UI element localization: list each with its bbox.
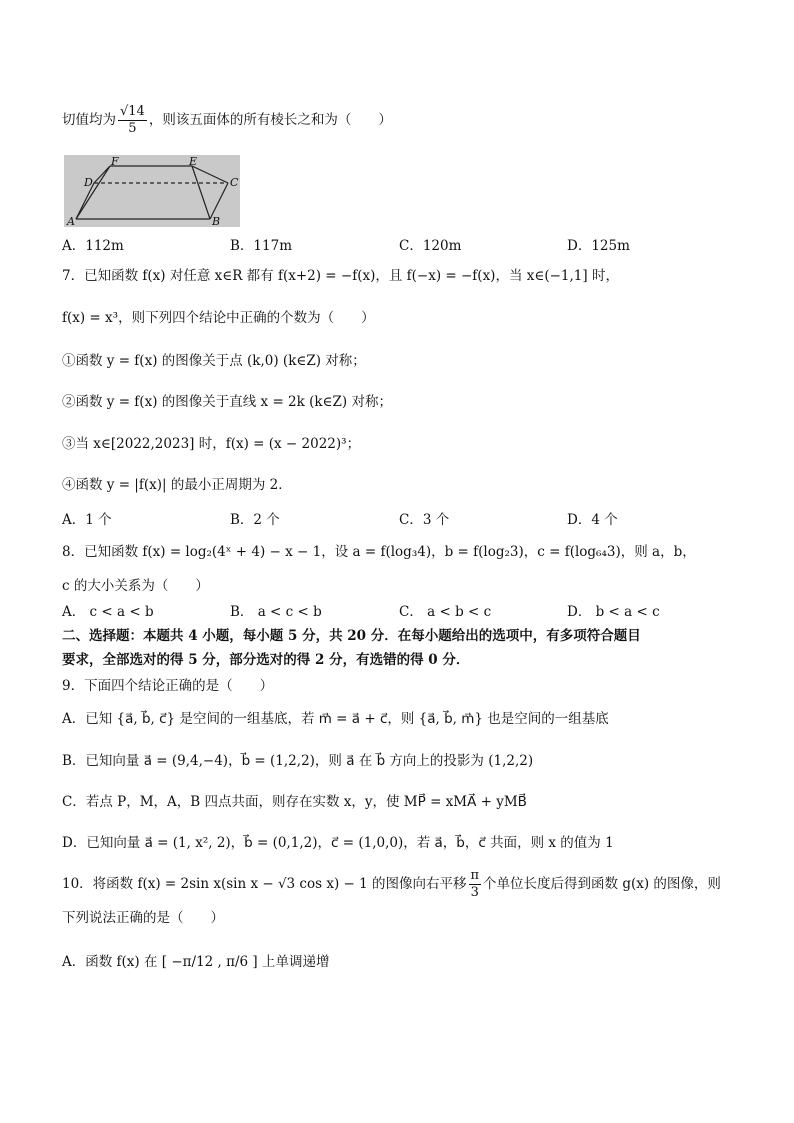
fraction-numerator: √14 xyxy=(120,104,145,119)
option-c[interactable]: C．3 个 xyxy=(399,512,450,528)
question-8-stem-line1: 8．已知函数 f(x) = log₂(4ˣ + 4) − x − 1，设 a = f(log₃4)，b = f(log₂3)，c = f(log₆₄3)，则 a，b， xyxy=(62,544,696,560)
label-f: F xyxy=(111,155,119,168)
option-c[interactable]: C． a < b < c xyxy=(399,604,492,620)
question-7-item-1: ①函数 y = f(x) 的图像关于点 (k,0) (k∈Z) 对称； xyxy=(62,353,366,369)
stem-prefix: 10．将函数 f(x) = 2sin x(sin x − √3 cos x) − 1 的图像向右平移 xyxy=(62,876,467,892)
pentahedron-diagram xyxy=(64,155,240,227)
option-c[interactable]: C．120m xyxy=(399,238,462,254)
question-10-option-a[interactable] xyxy=(62,952,330,972)
section-2-heading-line1: 二、选择题：本题共 4 小题，每小题 5 分，共 20 分．在每小题给出的选项中，有多项符合题目 xyxy=(62,628,641,644)
edge-eb xyxy=(192,166,210,219)
question-7-stem-line1: 7．已知函数 f(x) 对任意 x∈R 都有 f(x+2) = −f(x)，且 f(−x) = −f(x)，当 x∈(−1,1] 时， xyxy=(62,268,619,284)
option-d[interactable]: D．125m xyxy=(567,238,630,254)
option-a[interactable]: A． c < a < b xyxy=(62,604,154,620)
stem-suffix: 个单位长度后得到函数 g(x) 的图像，则 xyxy=(483,876,721,892)
label-c: C xyxy=(230,176,239,189)
fraction-pi-over-3 xyxy=(469,868,482,901)
question-7-item-3: ③当 x∈[2022,2023] 时，f(x) = (x − 2022)³； xyxy=(62,436,361,452)
question-7-item-2: ②函数 y = f(x) 的图像关于直线 x = 2k (k∈Z) 对称； xyxy=(62,394,392,410)
question-8-stem-line2: c 的大小关系为（ ） xyxy=(62,578,209,594)
option-d[interactable]: D． b < a < c xyxy=(567,604,660,620)
label-e: E xyxy=(189,155,198,168)
question-7-item-4: ④函数 y = |f(x)| 的最小正周期为 2． xyxy=(62,477,292,493)
option-d[interactable]: D．4 个 xyxy=(567,512,618,528)
question-8-options xyxy=(62,602,742,622)
question-9-option-d[interactable]: D．已知向量 a⃗ = (1, x², 2)，b⃗ = (0,1,2)，c⃗ = (1,0,0)，若 a⃗，b⃗，c⃗ 共面，则 x 的值为 1 xyxy=(62,835,614,851)
section-2-heading-line2: 要求，全部选对的得 5 分，部分选对的得 2 分，有选错的得 0 分． xyxy=(62,652,470,668)
edge-af xyxy=(76,166,110,219)
option-b[interactable]: B．2 个 xyxy=(230,512,280,528)
stem-prefix: 切值均为 xyxy=(62,112,116,128)
question-6-options xyxy=(62,236,742,256)
question-7-options xyxy=(62,510,742,530)
question-9-stem: 9．下面四个结论正确的是（ ） xyxy=(62,678,274,694)
fraction-denominator: 5 xyxy=(128,121,137,136)
question-10-stem-line2: 下列说法正确的是（ ） xyxy=(62,910,224,926)
fraction-sqrt14-over-5 xyxy=(118,104,147,137)
question-9-option-c[interactable]: C．若点 P，M，A，B 四点共面，则存在实数 x，y，使 MP⃗ = xMA⃗ + yMB⃗ xyxy=(62,794,527,810)
edge-bc xyxy=(210,183,228,219)
question-6-stem xyxy=(62,100,392,140)
label-b: B xyxy=(212,215,221,227)
question-7-stem-line2: f(x) = x³，则下列四个结论中正确的个数为（ ） xyxy=(62,310,375,326)
option-a[interactable]: A．1 个 xyxy=(62,512,112,528)
option-a[interactable]: A．112m xyxy=(62,238,124,254)
question-9-option-a[interactable]: A．已知 {a⃗, b⃗, c⃗} 是空间的一组基底，若 m⃗ = a⃗ + c⃗，则 {a⃗, b⃗, m⃗} 也是空间的一组基底 xyxy=(62,711,609,727)
label-d: D xyxy=(84,176,93,189)
question-10-stem-line1 xyxy=(62,864,721,904)
edge-df xyxy=(94,166,110,183)
fraction-denominator: 3 xyxy=(470,885,479,900)
option-a-prefix: A．函数 f(x) 在 xyxy=(62,954,158,970)
option-b[interactable]: B． a < c < b xyxy=(230,604,322,620)
option-b[interactable]: B．117m xyxy=(230,238,292,254)
option-a-suffix: 上单调递增 xyxy=(262,954,330,970)
interval: [ −π/12 , π/6 ] xyxy=(161,954,258,970)
pentahedron-figure xyxy=(64,155,240,227)
question-9-option-b[interactable]: B．已知向量 a⃗ = (9,4,−4)，b⃗ = (1,2,2)，则 a⃗ 在 b⃗ 方向上的投影为 (1,2,2) xyxy=(62,753,534,769)
label-a: A xyxy=(67,215,75,227)
stem-suffix: ，则该五面体的所有棱长之和为（ ） xyxy=(148,112,392,128)
fraction-numerator: π xyxy=(470,868,480,883)
